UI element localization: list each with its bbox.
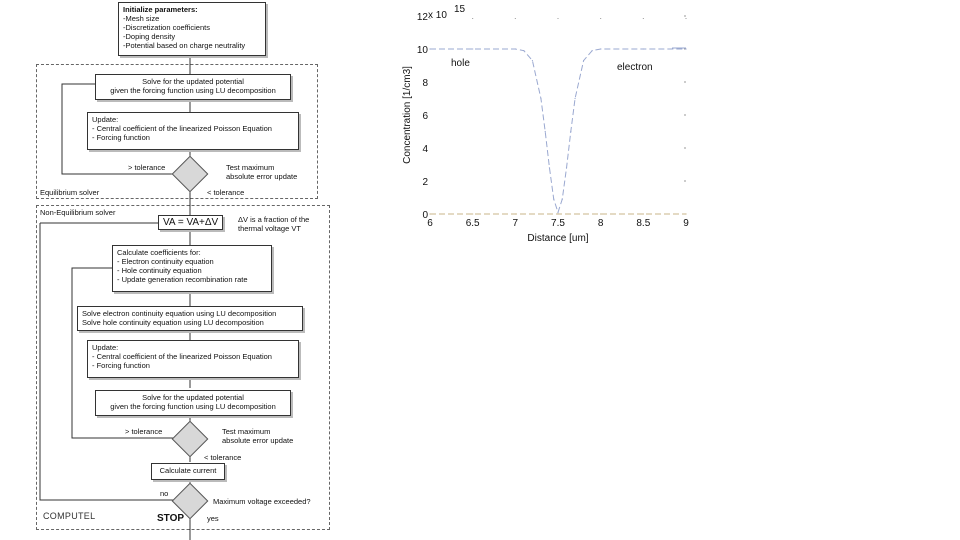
legend-electron: electron — [617, 62, 653, 73]
y-exponent: 15 — [454, 4, 466, 15]
update-box-2 — [87, 340, 299, 378]
test-error-label — [226, 163, 297, 181]
data-point-hole — [472, 48, 473, 49]
va-equation-box: VA = VA+ΔV — [158, 215, 223, 230]
va-note — [238, 215, 309, 233]
calculate-coefficients-box — [112, 245, 272, 292]
data-point-hole — [545, 131, 546, 132]
calc-coeffs-line: - Hole continuity equation — [117, 266, 202, 275]
x-tick-label: 7 — [512, 218, 519, 229]
y-tick-label: 10 — [416, 45, 428, 56]
data-point-hole — [570, 131, 571, 132]
solve-continuity-line: Solve hole continuity equation using LU decomposition — [82, 318, 264, 327]
legend-hole: hole — [451, 58, 470, 69]
test-error-line: absolute error update — [226, 172, 298, 181]
data-point-hole — [592, 50, 593, 51]
series-line-hole — [430, 49, 686, 212]
data-point-hole — [557, 212, 558, 213]
footer-label: COMPUTEL — [43, 511, 96, 521]
va-note-line: ΔV is a fraction of the — [238, 215, 310, 224]
data-point-hole — [523, 50, 524, 51]
y-tick-label: 6 — [422, 111, 428, 122]
data-point-electron — [600, 213, 601, 214]
data-point-electron — [643, 213, 644, 214]
x-axis-label: Distance [um] — [527, 233, 589, 244]
test-error-line: absolute error update — [222, 436, 294, 445]
y-tick-label: 2 — [422, 177, 428, 188]
solve-potential-line: Solve for the updated potential — [142, 77, 244, 86]
yes-label: yes — [207, 514, 219, 523]
stop-label: STOP — [157, 513, 185, 524]
test-error-line: Test maximum — [222, 427, 271, 436]
x-tick-label: 8.5 — [636, 218, 651, 229]
y-tick-label: 0 — [422, 210, 428, 221]
solve-continuity-line: Solve electron continuity equation using LU decomposition — [82, 309, 277, 318]
calc-coeffs-line: - Electron continuity equation — [117, 257, 214, 266]
lt-tolerance-label: < tolerance — [207, 188, 245, 197]
y-tick-label: 12 — [416, 12, 428, 23]
x-tick-label: 7.5 — [551, 218, 565, 229]
data-point-electron — [472, 213, 473, 214]
y-tick-label: 4 — [422, 144, 428, 155]
init-line: -Mesh size — [123, 14, 160, 23]
data-point-hole — [643, 48, 644, 49]
data-point-electron — [557, 213, 558, 214]
calc-current-label: Calculate current — [159, 466, 217, 475]
update-box — [87, 112, 299, 150]
calc-coeffs-line: - Update generation recombination rate — [117, 275, 248, 284]
solve-potential-line: given the forcing function using LU decomposition — [110, 86, 276, 95]
calculate-current-box — [151, 463, 225, 480]
data-point-electron — [685, 213, 686, 214]
init-line: -Discretization coefficients — [123, 23, 210, 32]
x-tick-label: 8 — [597, 218, 604, 229]
solve-potential-line: given the forcing function using LU decomposition — [110, 402, 276, 411]
solve-potential-box — [95, 74, 291, 100]
data-point-hole — [583, 60, 584, 61]
update-line: - Forcing function — [92, 361, 150, 370]
y-multiplier: x 10 — [428, 10, 447, 21]
solve-potential-box-2 — [95, 390, 291, 416]
data-point-hole — [532, 60, 533, 61]
y-tick-label: 8 — [422, 78, 428, 89]
max-voltage-label: Maximum voltage exceeded? — [213, 497, 311, 506]
gt-tolerance-label-2: > tolerance — [125, 427, 163, 436]
solve-potential-line: Solve for the updated potential — [142, 393, 244, 402]
init-line: -Potential based on charge neutrality — [123, 41, 246, 50]
equilibrium-solver-label: Equilibrium solver — [40, 188, 100, 197]
data-point-hole — [429, 48, 430, 49]
data-point-hole — [549, 167, 550, 168]
data-point-hole — [574, 98, 575, 99]
data-point-hole — [562, 199, 563, 200]
data-point-hole — [685, 48, 686, 49]
calc-coeffs-line: Calculate coefficients for: — [117, 248, 201, 257]
data-point-hole — [566, 167, 567, 168]
data-point-hole — [515, 48, 516, 49]
init-line: -Doping density — [123, 32, 176, 41]
data-point-electron — [429, 213, 430, 214]
x-tick-label: 6 — [427, 218, 433, 229]
update-line: Update: — [92, 343, 119, 352]
lt-tolerance-label-2: < tolerance — [204, 453, 242, 462]
data-point-electron — [515, 213, 516, 214]
no-label: no — [160, 489, 169, 498]
x-tick-label: 6.5 — [465, 218, 480, 229]
test-error-label-2 — [222, 427, 293, 445]
gt-tolerance-label: > tolerance — [128, 163, 166, 172]
data-point-hole — [600, 48, 601, 49]
update-line: - Forcing function — [92, 133, 150, 142]
y-axis-label: Concentration [1/cm3] — [402, 66, 413, 164]
data-point-hole — [540, 98, 541, 99]
x-tick-label: 9 — [683, 218, 689, 229]
solve-continuity-box — [77, 306, 303, 331]
test-error-line: Test maximum — [226, 163, 275, 172]
update-line: Update: — [92, 115, 119, 124]
va-note-line: thermal voltage VT — [238, 224, 301, 233]
init-line: Initialize parameters: — [123, 5, 198, 14]
nonequilibrium-solver-label: Non-Equilibrium solver — [40, 208, 116, 217]
data-point-hole — [553, 199, 554, 200]
update-line: - Central coefficient of the linearized Poisson Equation — [92, 124, 272, 133]
initialize-parameters-box — [118, 2, 266, 56]
update-line: - Central coefficient of the linearized Poisson Equation — [92, 352, 272, 361]
